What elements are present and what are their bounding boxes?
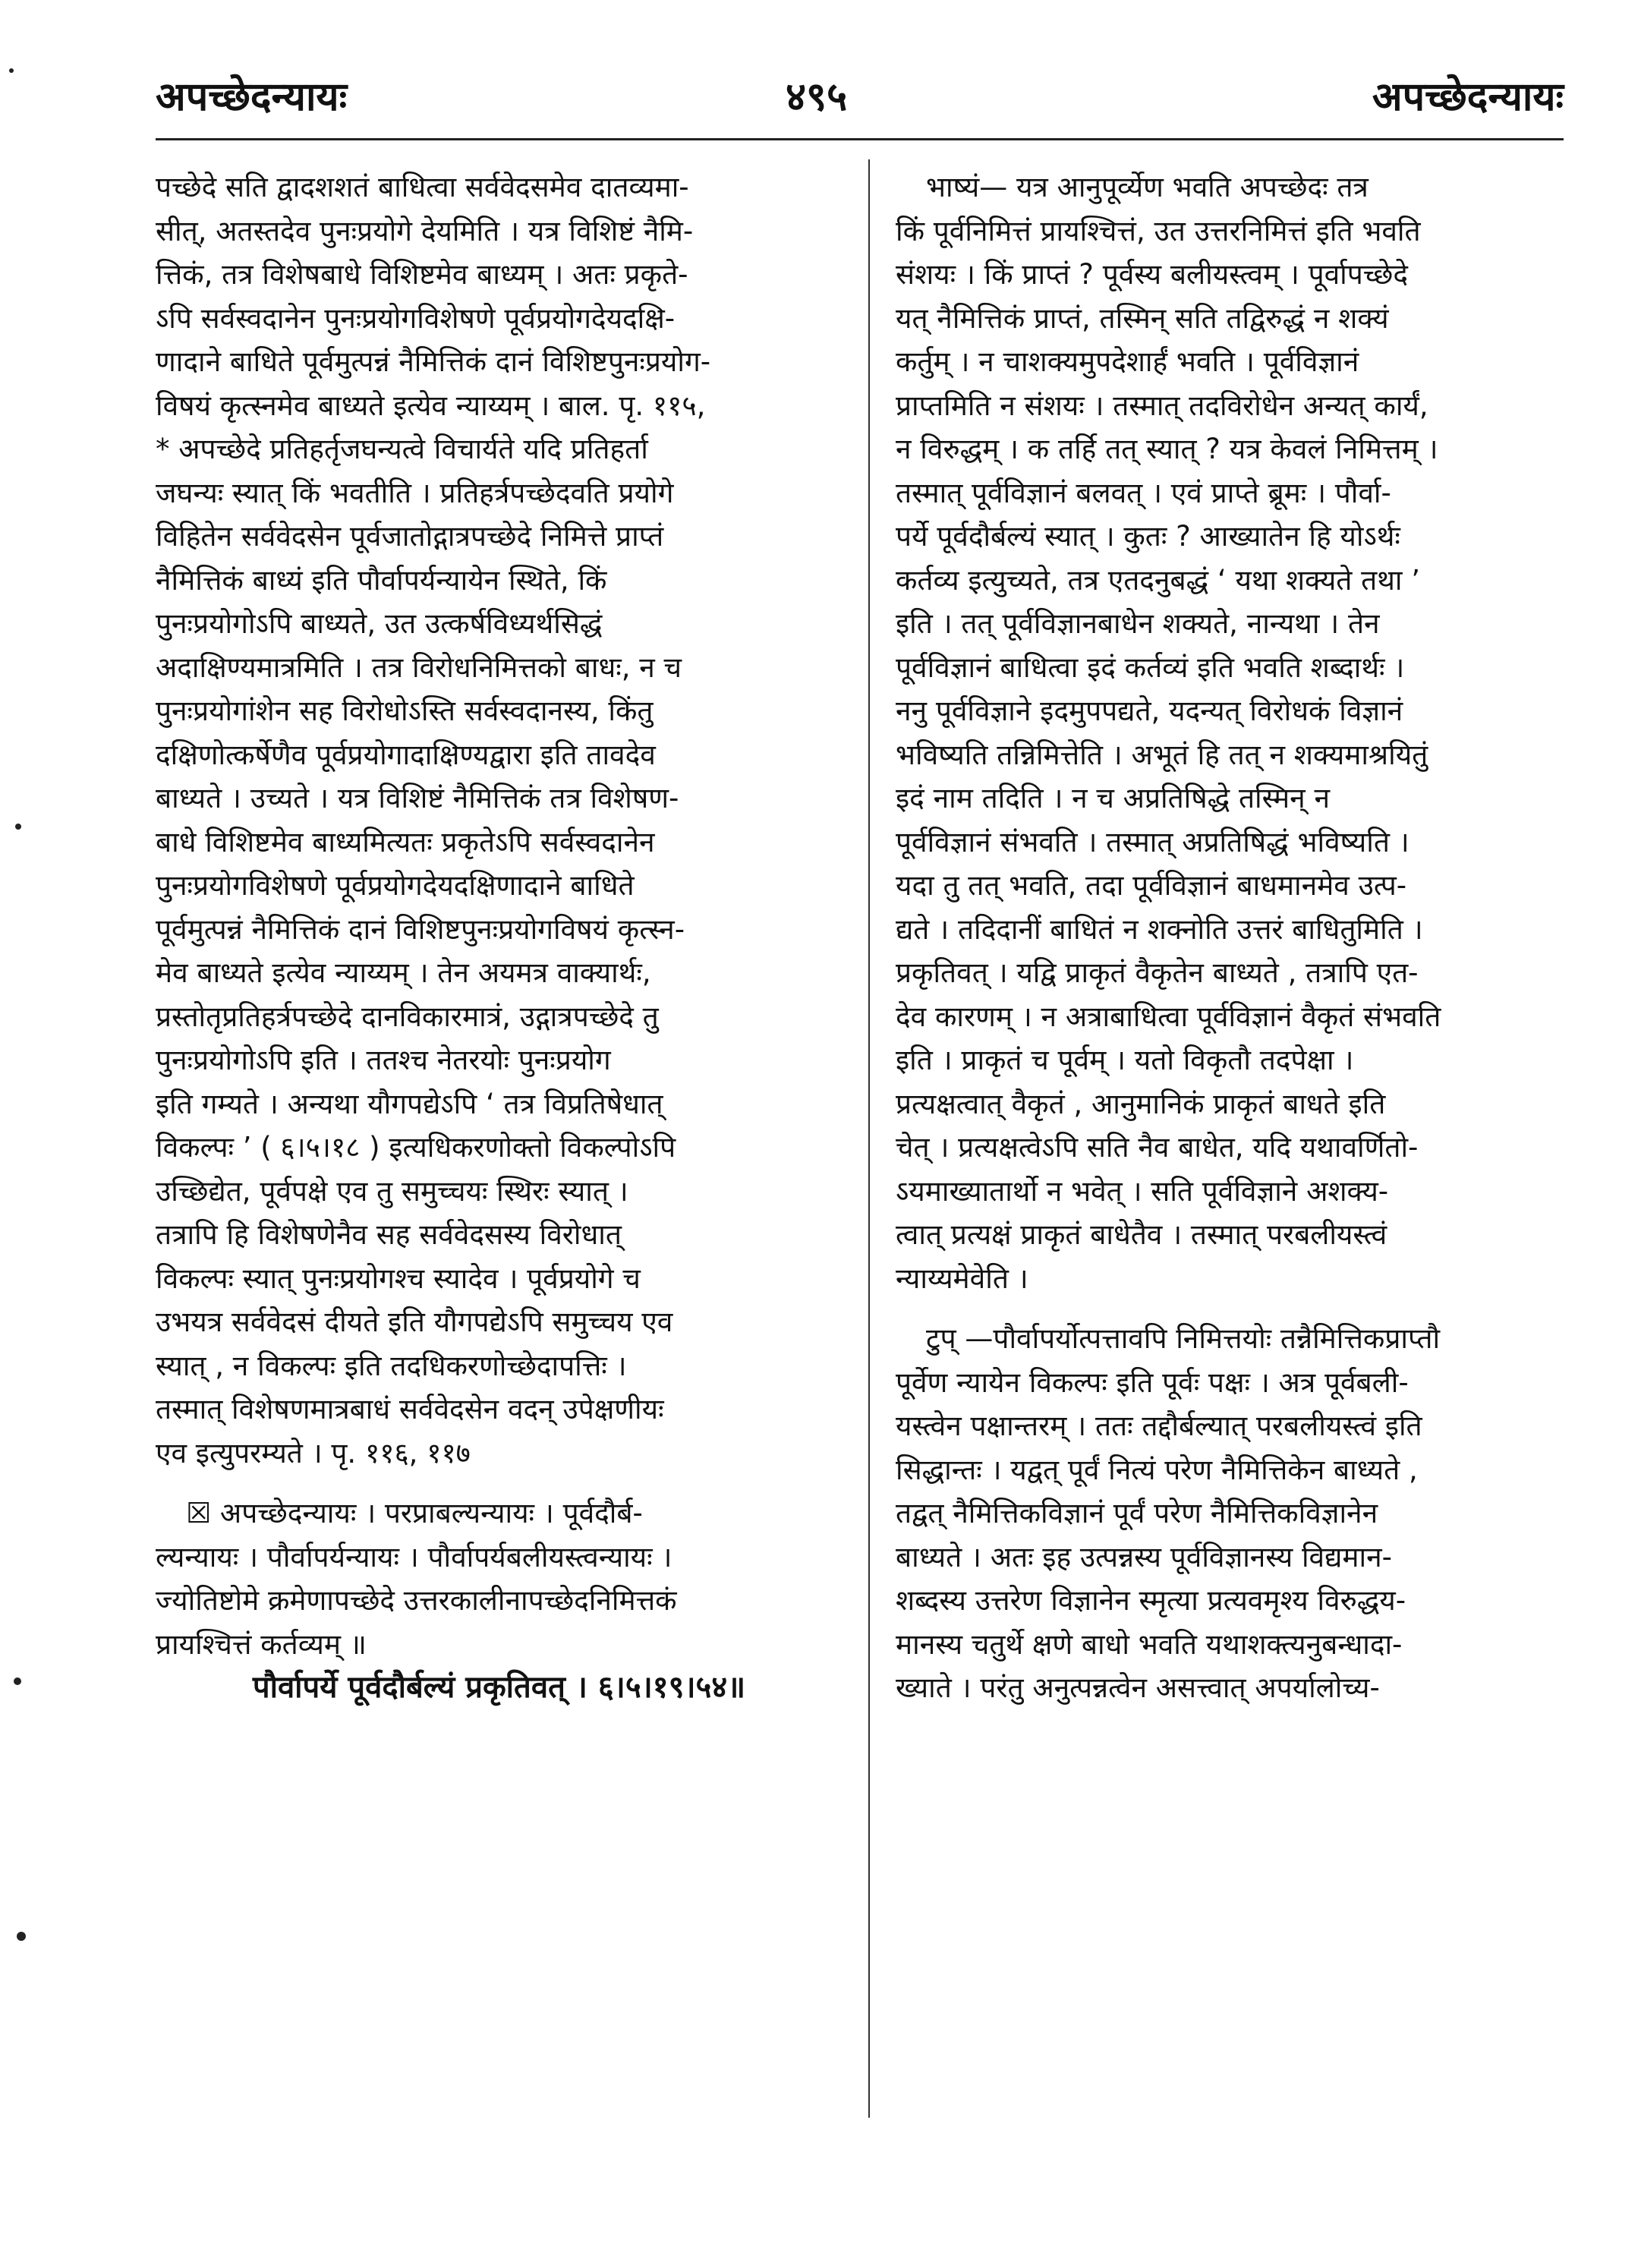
text-line: ऽयमाख्यातार्थो न भवेत् । सति पूर्वविज्ञाने अशक्य- <box>896 1174 1389 1208</box>
text-line: इदं नाम तदिति । न च अप्रतिषिद्धे तस्मिन् न <box>896 782 1330 814</box>
text-line: पूर्वेण न्यायेन विकल्पः इति पूर्वः पक्षः । अत्र पूर्वबली- <box>896 1366 1409 1399</box>
bhashya-commentary <box>896 165 1564 1300</box>
text-line: यस्त्वेन पक्षान्तरम् । ततः तद्दौर्बल्यात् परबलीयस्त्वं इति <box>896 1410 1422 1442</box>
text-line: पूर्वविज्ञानं संभवति । तस्मात् अप्रतिषिद्धं भविष्यति । <box>896 825 1409 858</box>
text-line: इति । तत् पूर्वविज्ञानबाधेन शक्यते, नान्यथा । तेन <box>896 607 1380 640</box>
text-line: संशयः । किं प्राप्तं ? पूर्वस्य बलीयस्त्वम् । पूर्वापच्छेदे <box>896 258 1408 291</box>
text-line: ऽपि सर्वस्वदानेन पुनःप्रयोगविशेषणे पूर्वप्रयोगदेयदक्षि- <box>156 301 676 335</box>
text-line: स्यात् , न विकल्पः इति तदधिकरणोच्छेदापत्तिः । <box>156 1349 627 1382</box>
text-line: टुप् —पौर्वापर्योत्पत्तावपि निमित्तयोः तन्नैमित्तिकप्राप्तौ <box>926 1322 1441 1355</box>
summary-line: ☒ अपच्छेदन्यायः । परप्राबल्यन्यायः । पूर्वदौर्ब- <box>186 1497 643 1529</box>
text-line: तत्रापि हि विशेषणेनैव सह सर्ववेदसस्य विरोधात् <box>156 1218 622 1251</box>
text-line: णादाने बाधिते पूर्वमुत्पन्नं नैमित्तिकं दानं विशिष्टपुनःप्रयोग- <box>156 345 711 378</box>
text-line: भविष्यति तन्निमित्तेति । अभूतं हि तत् न शक्यमाश्रयितुं <box>896 738 1428 771</box>
column-divider <box>868 159 870 2118</box>
text-line: पुनःप्रयोगांशेन सह विरोधोऽस्ति सर्वस्वदानस्य, किंतु <box>156 695 654 727</box>
scan-speck <box>17 1932 26 1941</box>
text-line: पूर्वविज्ञानं बाधित्वा इदं कर्तव्यं इति भवति शब्दार्थः । <box>896 650 1405 684</box>
text-line: बाध्यते । उच्यते । यत्र विशिष्टं नैमित्तिकं तत्र विशेषण- <box>156 782 679 814</box>
text-line: न्याय्यमेवेति । <box>896 1262 1028 1295</box>
text-line: सिद्धान्तः । यद्वत् पूर्वं नित्यं परेण नैमित्तिकेन बाध्यते , <box>896 1453 1418 1486</box>
left-commentary <box>156 165 843 1475</box>
text-line: पूर्वमुत्पन्नं नैमित्तिकं दानं विशिष्टपुनःप्रयोगविषयं कृत्स्न- <box>156 912 685 946</box>
page-header <box>156 59 1564 135</box>
text-line: नैमित्तिकं बाध्यं इति पौर्वापर्यन्यायेन स्थिते, किं <box>156 563 607 597</box>
running-title-right: अपच्छेदन्यायः <box>1372 74 1564 120</box>
summary-line: ज्योतिष्टोमे क्रमेणापच्छेदे उत्तरकालीनापच्छेदनिमित्तकं <box>156 1584 677 1617</box>
tuptika-commentary <box>896 1317 1564 1710</box>
spacer <box>896 1300 1564 1317</box>
text-line: बाध्यते । अतः इह उत्पन्नस्य पूर्वविज्ञानस्य विद्यमान- <box>896 1540 1393 1573</box>
text-line: प्राप्तमिति न संशयः । तस्मात् तदविरोधेन अन्यत् कार्यं, <box>896 389 1428 422</box>
text-line: प्रकृतिवत् । यद्वि प्राकृतं वैकृतेन बाध्यते , तत्रापि एत- <box>896 956 1419 989</box>
text-line: प्रत्यक्षत्वात् वैकृतं , आनुमानिकं प्राकृतं बाधते इति <box>896 1087 1386 1120</box>
text-line: उच्छिद्येत, पूर्वपक्षे एव तु समुच्चयः स्थिरः स्यात् । <box>156 1174 628 1208</box>
text-line: उभयत्र सर्ववेदसं दीयते इति यौगपद्येऽपि समुच्चय एव <box>156 1306 673 1338</box>
text-line: यत् नैमित्तिकं प्राप्तं, तस्मिन् सति तद्विरुद्धं न शक्यं <box>896 301 1389 335</box>
text-line: ख्याते । परंतु अनुत्पन्नत्वेन असत्त्वात् अपर्यालोच्य- <box>896 1671 1380 1704</box>
scan-speck <box>9 68 14 73</box>
text-line: विकल्पः ’ ( ६।५।१८ ) इत्यधिकरणोक्तो विकल्पोऽपि <box>156 1131 676 1164</box>
sutra-verse: पौर्वापर्ये पूर्वदौर्बल्यं प्रकृतिवत् । ६।५।१९।५४॥ <box>252 1670 746 1705</box>
text-line: पुनःप्रयोगोऽपि बाध्यते, उत उत्कर्षविध्यर्थसिद्धं <box>156 607 603 640</box>
left-column <box>156 165 843 2260</box>
text-line: * अपच्छेदे प्रतिहर्तृजघन्यत्वे विचार्यते यदि प्रतिहर्ता <box>156 433 648 465</box>
text-line: कर्तुम् । न चाशक्यमुपदेशार्हं भवति । पूर्वविज्ञानं <box>896 345 1359 378</box>
summary-line: प्रायश्चित्तं कर्तव्यम् ॥ <box>156 1627 367 1661</box>
text-line: पच्छेदे सति द्वादशशतं बाधित्वा सर्ववेदसमेव दातव्यमा- <box>156 171 689 203</box>
text-line: इति गम्यते । अन्यथा यौगपद्येऽपि ‘ तत्र विप्रतिषेधात् <box>156 1087 663 1120</box>
text-line: भाष्यं— यत्र आनुपूर्व्येण भवति अपच्छेदः तत्र <box>926 171 1369 203</box>
text-line: प्रस्तोतृप्रतिहर्त्रपच्छेदे दानविकारमात्रं, उद्गात्रपच्छेदे तु <box>156 1000 659 1033</box>
text-line: त्वात् प्रत्यक्षं प्राकृतं बाधेतैव । तस्मात् परबलीयस्त्वं <box>896 1218 1387 1251</box>
left-nyaya-summary <box>156 1492 843 1666</box>
text-line: इति । प्राकृतं च पूर्वम् । यतो विकृतौ तदपेक्षा । <box>896 1044 1354 1076</box>
text-line: द्यते । तदिदानीं बाधितं न शक्नोति उत्तरं बाधितुमिति । <box>896 912 1423 946</box>
page-number: ४९५ <box>786 74 848 120</box>
text-line: तद्वत् नैमित्तिकविज्ञानं पूर्वं परेण नैमित्तिकविज्ञानेन <box>896 1497 1378 1529</box>
text-line: बाधे विशिष्टमेव बाध्यमित्यतः प्रकृतेऽपि सर्वस्वदानेन <box>156 825 655 858</box>
summary-line: ल्यन्यायः । पौर्वापर्यन्यायः । पौर्वापर्यबलीयस्त्वन्यायः । <box>156 1540 672 1573</box>
text-line: किं पूर्वनिमित्तं प्रायश्चित्तं, उत उत्तरनिमित्तं इति भवति <box>896 214 1421 247</box>
text-line: दक्षिणोत्कर्षेणैव पूर्वप्रयोगादाक्षिण्यद्वारा इति तावदेव <box>156 738 656 771</box>
right-column <box>896 165 1564 2260</box>
header-rule <box>156 138 1564 140</box>
text-line: जघन्यः स्यात् किं भवतीति । प्रतिहर्त्रपच्छेदवति प्रयोगे <box>156 476 674 509</box>
text-line: मेव बाध्यते इत्येव न्याय्यम् । तेन अयमत्र वाक्यार्थः, <box>156 956 651 989</box>
text-line: शब्दस्य उत्तरेण विज्ञानेन स्मृत्या प्रत्यवमृश्य विरुद्धय- <box>896 1584 1406 1617</box>
text-line: त्तिकं, तत्र विशेषबाधे विशिष्टमेव बाध्यम् । अतः प्रकृते- <box>156 258 688 291</box>
text-line: पुनःप्रयोगोऽपि इति । ततश्च नेतरयोः पुनःप्रयोग <box>156 1044 611 1076</box>
scan-speck <box>14 1677 21 1685</box>
text-line: न विरुद्धम् । क तर्हि तत् स्यात् ? यत्र केवलं निमित्तम् । <box>896 433 1438 465</box>
text-line: विषयं कृत्स्नमेव बाध्यते इत्येव न्याय्यम् । बाल. पृ. ११५, <box>156 389 706 422</box>
text-line: कर्तव्य इत्युच्यते, तत्र एतदनुबद्धं ‘ यथा शक्यते तथा ’ <box>896 563 1420 597</box>
text-line: पर्ये पूर्वदौर्बल्यं स्यात् । कुतः ? आख्यातेन हि योऽर्थः <box>896 520 1400 553</box>
text-line: देव कारणम् । न अत्राबाधित्वा पूर्वविज्ञानं वैकृतं संभवति <box>896 1000 1441 1033</box>
text-line: मानस्य चतुर्थे क्षणे बाधो भवति यथाशक्त्यनुबन्धादा- <box>896 1627 1403 1661</box>
text-line: अदाक्षिण्यमात्रमिति । तत्र विरोधनिमित्तको बाधः, न च <box>156 650 682 684</box>
text-line: तस्मात् विशेषणमात्रबाधं सर्ववेदसेन वदन् उपेक्षणीयः <box>156 1393 664 1425</box>
text-line: एव इत्युपरम्यते । पृ. ११६, ११७ <box>156 1436 471 1469</box>
text-line: पुनःप्रयोगविशेषणे पूर्वप्रयोगदेयदक्षिणादाने बाधिते <box>156 869 635 902</box>
running-title-left: अपच्छेदन्यायः <box>156 74 348 120</box>
text-line: ननु पूर्वविज्ञाने इदमुपपद्यते, यदन्यत् विरोधकं विज्ञानं <box>896 695 1403 727</box>
spacer <box>156 1475 843 1492</box>
text-line: विकल्पः स्यात् पुनःप्रयोगश्च स्यादेव । पूर्वप्रयोगे च <box>156 1262 641 1295</box>
text-line: तस्मात् पूर्वविज्ञानं बलवत् । एवं प्राप्ते ब्रूमः । पौर्वा- <box>896 476 1391 509</box>
text-line: चेत् । प्रत्यक्षत्वेऽपि सति नैव बाधेत, यदि यथावर्णितो- <box>896 1131 1419 1164</box>
text-line: विहितेन सर्ववेदसेन पूर्वजातोद्गात्रपच्छेदे निमित्ते प्राप्तं <box>156 520 664 553</box>
scan-speck <box>15 824 21 830</box>
text-line: सीत्, अतस्तदेव पुनःप्रयोगे देयमिति । यत्र विशिष्टं नैमि- <box>156 214 694 247</box>
text-line: यदा तु तत् भवति, तदा पूर्वविज्ञानं बाधमानमेव उत्प- <box>896 869 1407 902</box>
